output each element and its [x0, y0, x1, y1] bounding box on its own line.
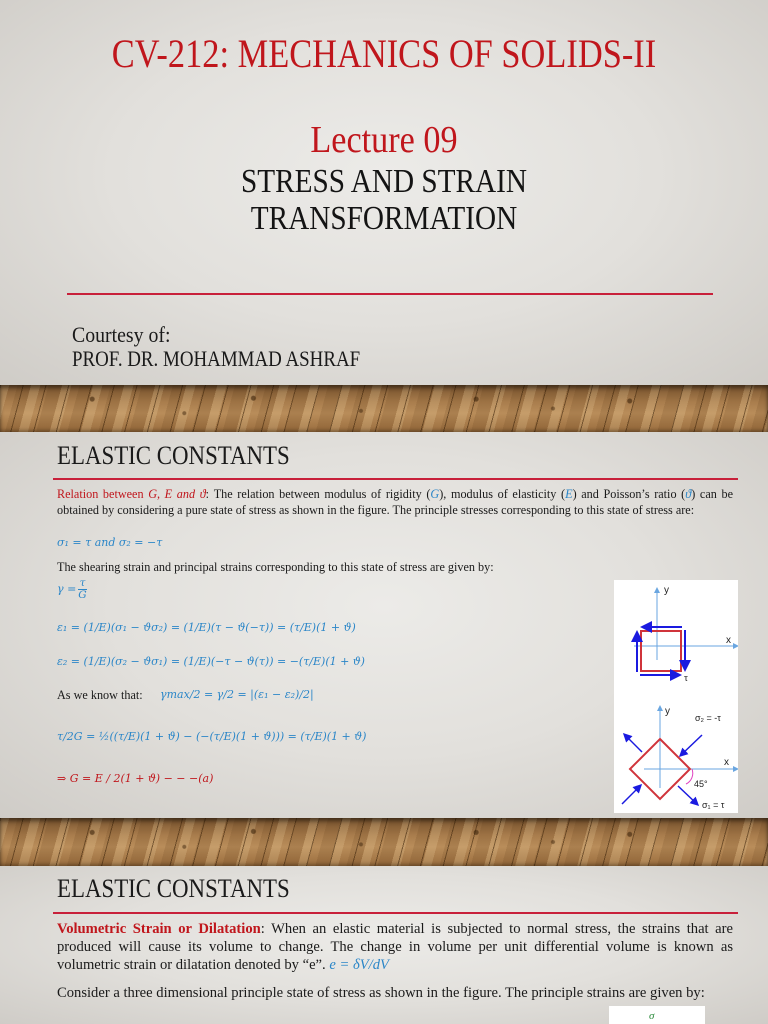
- wood-floor-separator: [0, 385, 768, 432]
- 3d-stress-figure: [609, 1006, 705, 1024]
- epsilon2-eq: ε₂ = (1/E)(σ₂ − ϑσ₁) = (1/E)(−τ − ϑ(τ)) = −(τ/E)(1 + ϑ): [57, 655, 365, 668]
- heading-divider: [53, 478, 738, 480]
- principal-strain-paragraph: Consider a three dimensional principle state of stress as shown in the figure. The principle strains are given by:: [57, 985, 705, 1001]
- svg-text:σ₁ = τ: σ₁ = τ: [702, 800, 725, 810]
- volumetric-strain-slide: [0, 866, 768, 1024]
- svg-text:y: y: [664, 585, 669, 596]
- courtesy-label: Courtesy of:: [72, 322, 171, 347]
- sigma-label: σ: [649, 1010, 655, 1022]
- tau-2g-eq: τ/2G = ½((τ/E)(1 + ϑ) − (−(τ/E)(1 + ϑ))) = (τ/E)(1 + ϑ): [57, 730, 367, 743]
- stress-state-figure: [614, 580, 738, 813]
- gamma-eq: γ = $\frac{\tau}{G}$: [57, 577, 87, 601]
- subtitle-line-2: TRANSFORMATION: [250, 200, 518, 237]
- dilatation-paragraph: Volumetric Strain or Dilatation: When an elastic material is subjected to normal stress, the strains that are produced will cause its volume to change. The change in volume per unit differential volume is known as volumetric strain or dilatation denoted by “e”. e = δV/dV: [57, 921, 733, 973]
- elastic-constants-slide: [0, 432, 768, 818]
- slide-subtitle: [54, 163, 714, 237]
- slide-heading: ELASTIC CONSTANTS: [57, 874, 290, 903]
- strain-intro: The shearing strain and principal strains corresponding to this state of stress are given by:: [57, 560, 494, 574]
- author-name: PROF. DR. MOHAMMAD ASHRAF: [72, 346, 361, 371]
- wood-floor-separator-2: [0, 818, 768, 866]
- pure-shear-diagram-icon: [614, 580, 738, 813]
- principal-stresses-eq: σ₁ = τ and σ₂ = −τ: [57, 536, 163, 549]
- gamma-max-eq: γmax/2 = γ/2 = |(ε₁ − ε₂)/2|: [160, 688, 314, 701]
- svg-text:x: x: [726, 635, 731, 646]
- heading-divider: [53, 912, 738, 914]
- course-title: CV-212: MECHANICS OF SOLIDS-II: [111, 31, 657, 76]
- lecture-number: Lecture 09: [310, 119, 458, 161]
- g-result-eq: ⇒ G = E / 2(1 + ϑ) − − −(a): [57, 772, 214, 785]
- subtitle-line-1: STRESS AND STRAIN: [241, 163, 527, 200]
- intro-paragraph: Relation between G, E and ϑ: The relation between modulus of rigidity (G), modulus of elasticity (E) and Poisson’s ratio (ϑ) can be obtained by considering a pure state of stress as shown in the figure. The principle stresses corresponding to this state of stress are:: [57, 487, 733, 517]
- epsilon1-eq: ε₁ = (1/E)(σ₁ − ϑσ₂) = (1/E)(τ − ϑ(−τ)) = (τ/E)(1 + ϑ): [57, 621, 356, 634]
- know-label: As we know that:: [57, 688, 143, 702]
- svg-text:x: x: [724, 757, 729, 768]
- title-slide: [0, 0, 768, 385]
- svg-text:45°: 45°: [694, 779, 708, 789]
- title-divider: [67, 293, 713, 295]
- svg-text:σ₂ = -τ: σ₂ = -τ: [695, 713, 721, 723]
- svg-text:y: y: [665, 706, 670, 717]
- slide-heading: ELASTIC CONSTANTS: [57, 441, 290, 470]
- svg-text:τ: τ: [684, 673, 689, 684]
